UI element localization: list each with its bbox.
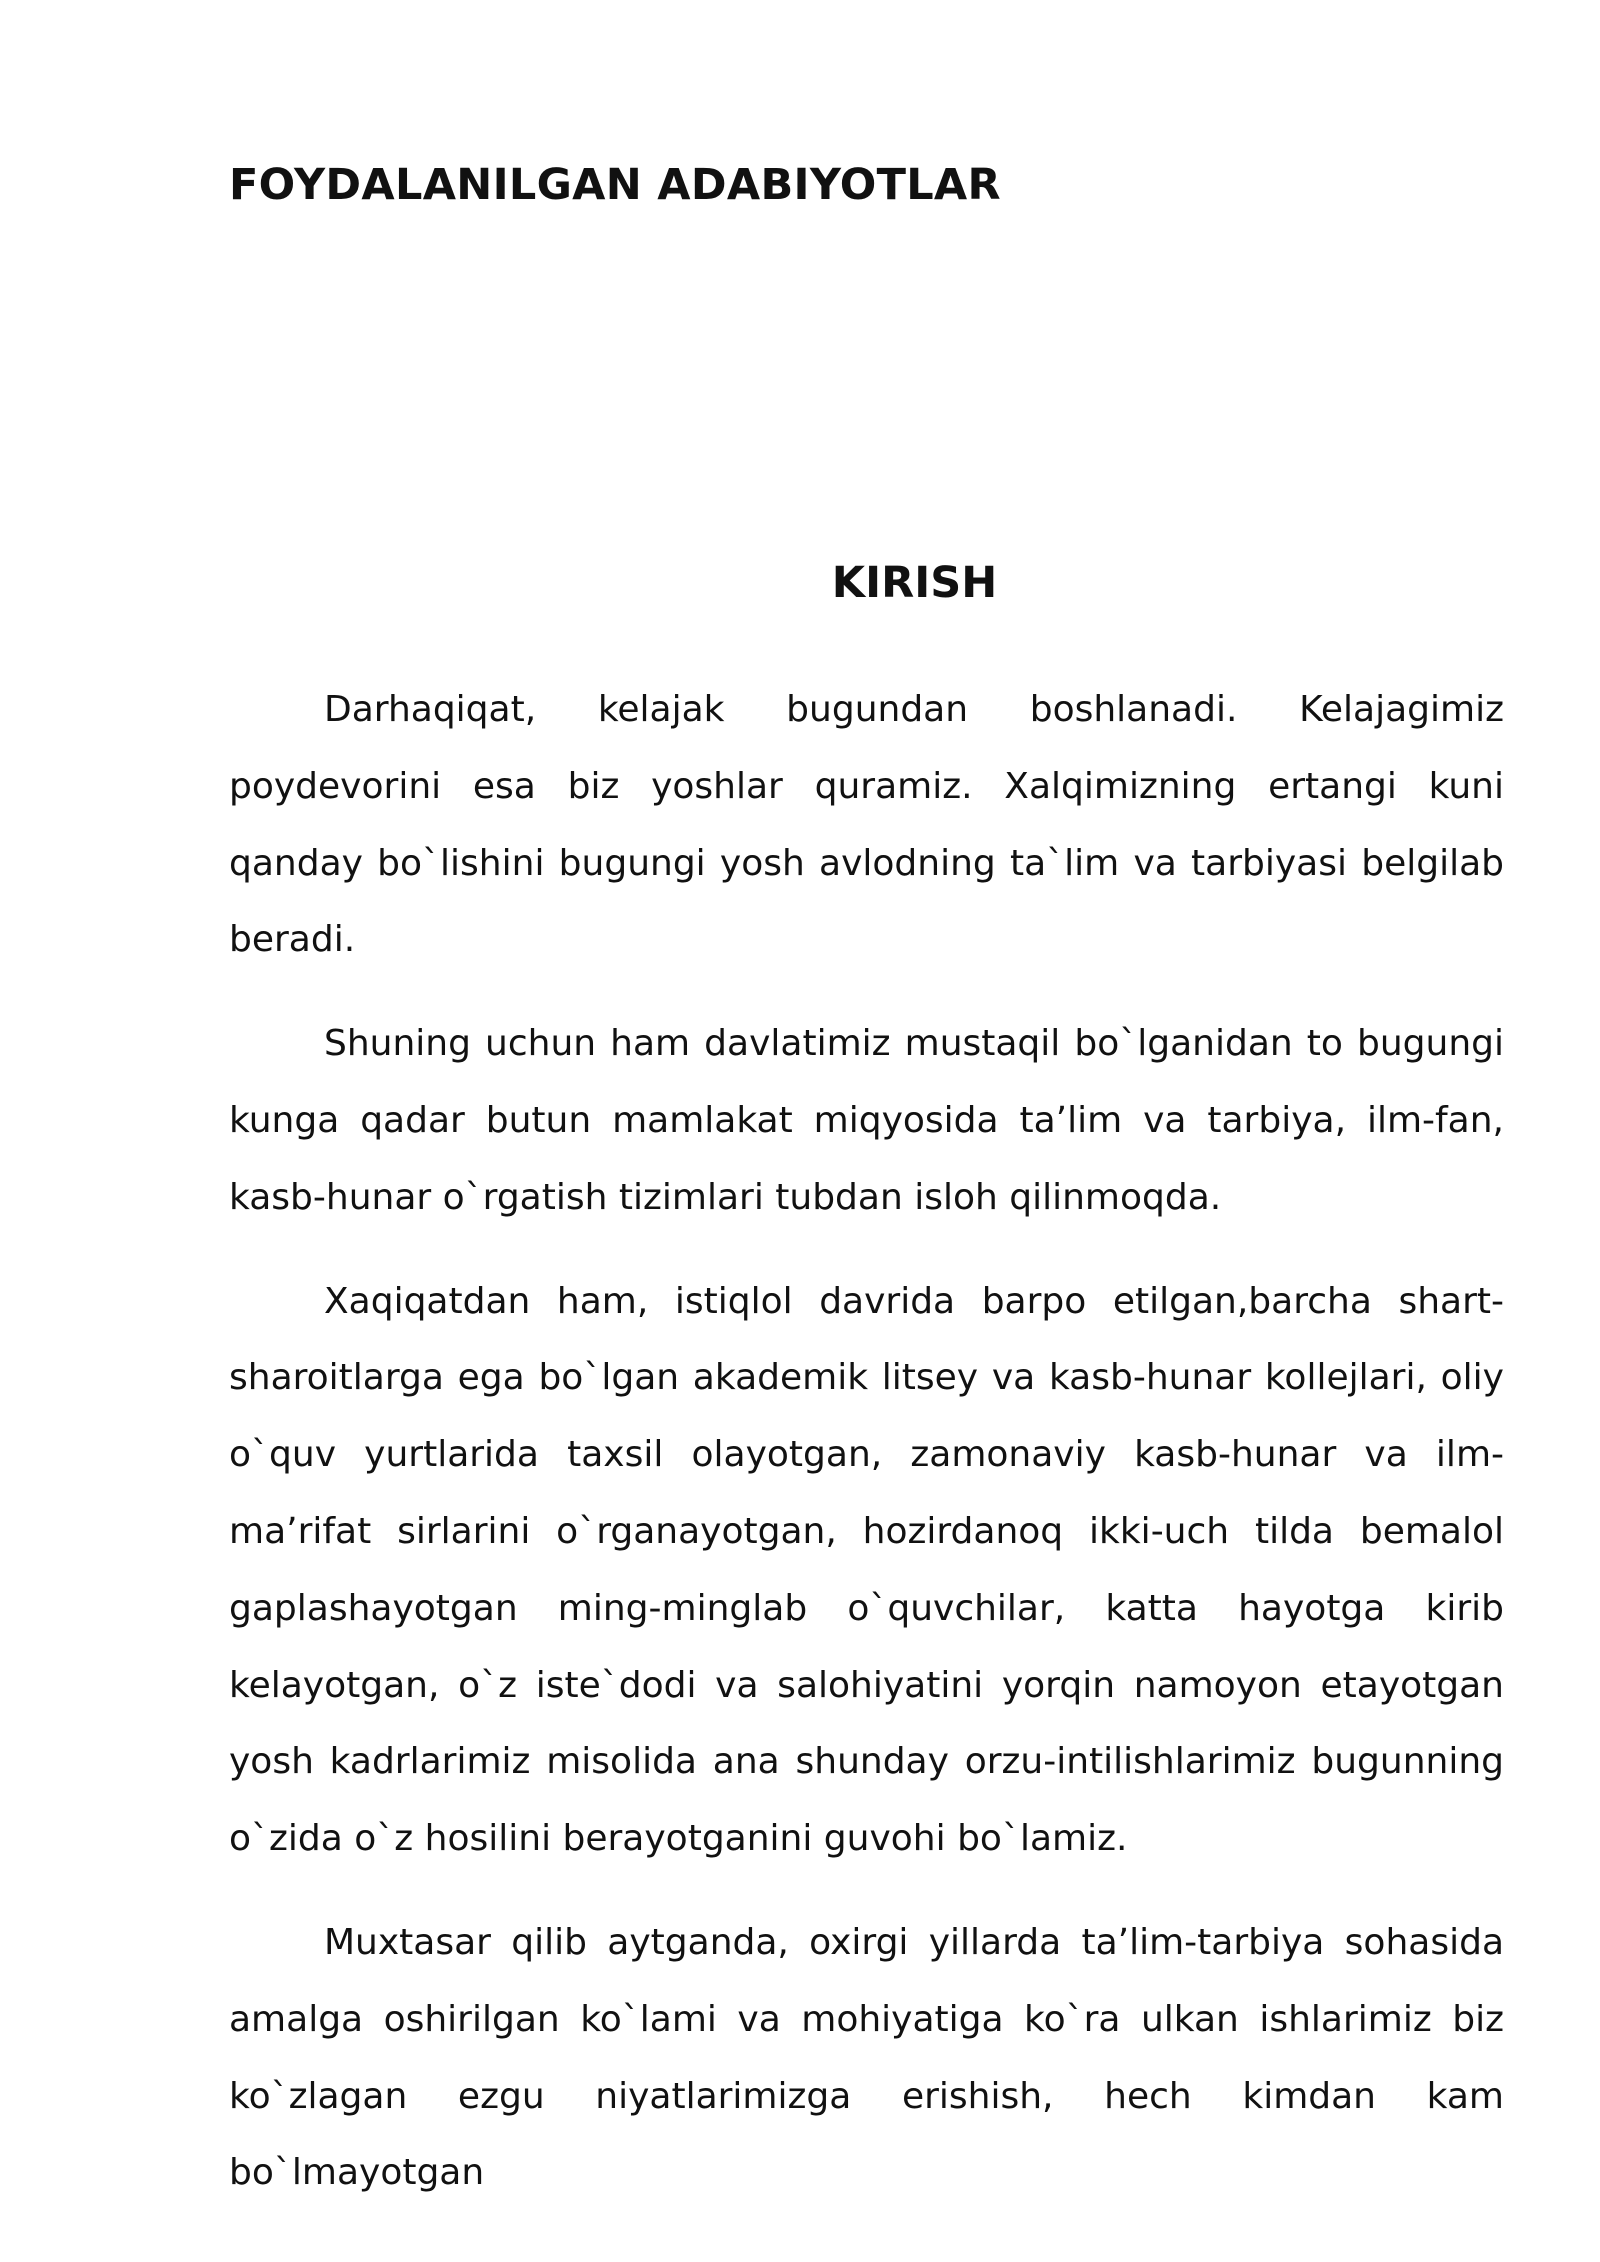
paragraph-3: Xaqiqatdan ham, istiqlol davrida barpo etilgan,barcha shart-sharoitlarga ega bo`lgan akademik litsey va kasb-hunar kollejlari, oliy o`quv yurtlarida taxsil olayotgan, zamonaviy kasb-hunar va ilm-ma’rifat sirlarini o`rganayotgan, hozirdanoq ikki-uch tilda bemalol gaplashayotgan ming-minglab o`quvchilar, katta hayotga kirib kelayotgan, o`z iste`dodi va salohiyatini yorqin namoyon etayotgan yosh kadrlarimiz misolida ana shunday orzu-intilishlarimiz bugunning o`zida o`z hosilini berayotganini guvohi bo`lamiz. (229, 1280, 1504, 1860)
paragraph-2: Shuning uchun ham davlatimiz mustaqil bo`lganidan to bugungi kunga qadar butun mamlakat miqyosida ta’lim va tarbiya, ilm-fan, kasb-hunar o`rgatish tizimlari tubdan isloh qilinmoqda. (229, 1023, 1504, 1218)
section-title-introduction: KIRISH (831, 558, 998, 608)
paragraph-1: Darhaqiqat, kelajak bugundan boshlanadi. Kelajagimiz poydevorini esa biz yoshlar quramiz. Xalqimizning ertangi kuni qanday bo`lishini bugungi yosh avlodning ta`lim va tarbiyasi belgilab beradi. (229, 689, 1504, 961)
paragraph-4: Muxtasar qilib aytganda, oxirgi yillarda ta’lim-tarbiya sohasida amalga oshirilgan ko`lami va mohiyatiga ko`ra ulkan ishlarimiz biz ko`zlagan ezgu niyatlarimizga erishish, hech kimdan kam bo`lmayotgan (229, 1921, 1504, 2194)
references-heading: FOYDALANILGAN ADABIYOTLAR (229, 160, 1001, 210)
body-text (229, 672, 1504, 2239)
